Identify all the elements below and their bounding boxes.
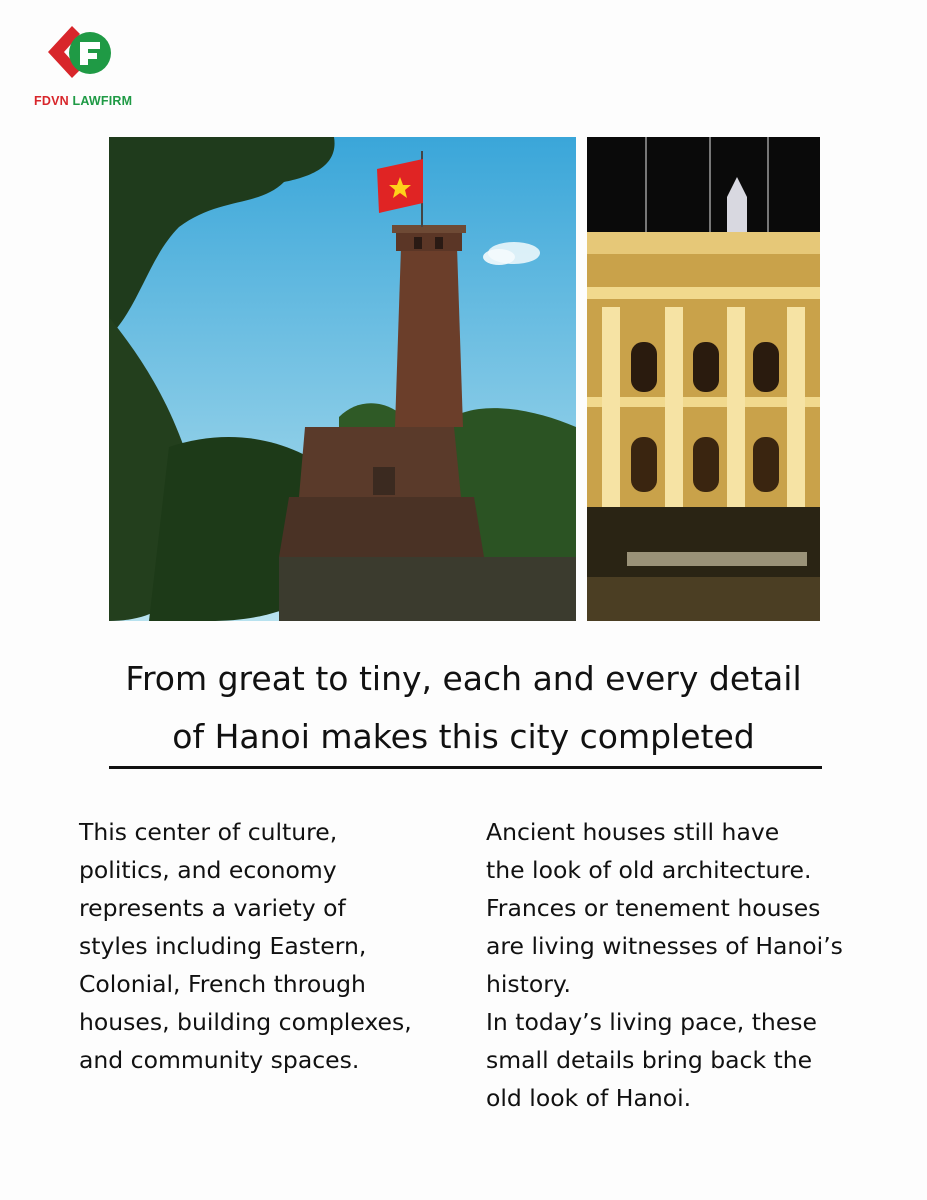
paragraph-line: represents a variety of [79, 894, 346, 922]
paragraph-line: old look of Hanoi. [486, 1084, 692, 1112]
logo-brand-red: FDVN [34, 94, 69, 108]
headline-divider [109, 766, 822, 769]
paragraph-line: In today’s living pace, these [486, 1008, 817, 1036]
paragraph-line: politics, and economy [79, 856, 337, 884]
paragraph-line: This center of culture, [79, 818, 338, 846]
logo-text [34, 94, 132, 108]
flag-tower-photo [109, 137, 576, 621]
paragraph-line: houses, building complexes, [79, 1008, 412, 1036]
paragraph-line: are living witnesses of Hanoi’s [486, 932, 843, 960]
fdvn-logo [32, 22, 132, 114]
logo-brand-green: LAWFIRM [72, 94, 133, 108]
right-text-column [486, 813, 906, 1117]
paragraph-line: small details bring back the [486, 1046, 813, 1074]
paragraph-line: the look of old architecture. [486, 856, 812, 884]
headline [60, 650, 867, 766]
paragraph-line: styles including Eastern, [79, 932, 367, 960]
headline-line-1: From great to tiny, each and every detail [125, 659, 802, 698]
headline-line-2: of Hanoi makes this city completed [172, 717, 755, 756]
paragraph-line: Ancient houses still have [486, 818, 780, 846]
paragraph-line: and community spaces. [79, 1046, 360, 1074]
paragraph-line: history. [486, 970, 571, 998]
paragraph-line: Colonial, French through [79, 970, 366, 998]
left-text-column [79, 813, 459, 1079]
paragraph-line: Frances or tenement houses [486, 894, 821, 922]
fdvn-logo-icon [44, 22, 114, 88]
opera-house-photo [587, 137, 820, 621]
